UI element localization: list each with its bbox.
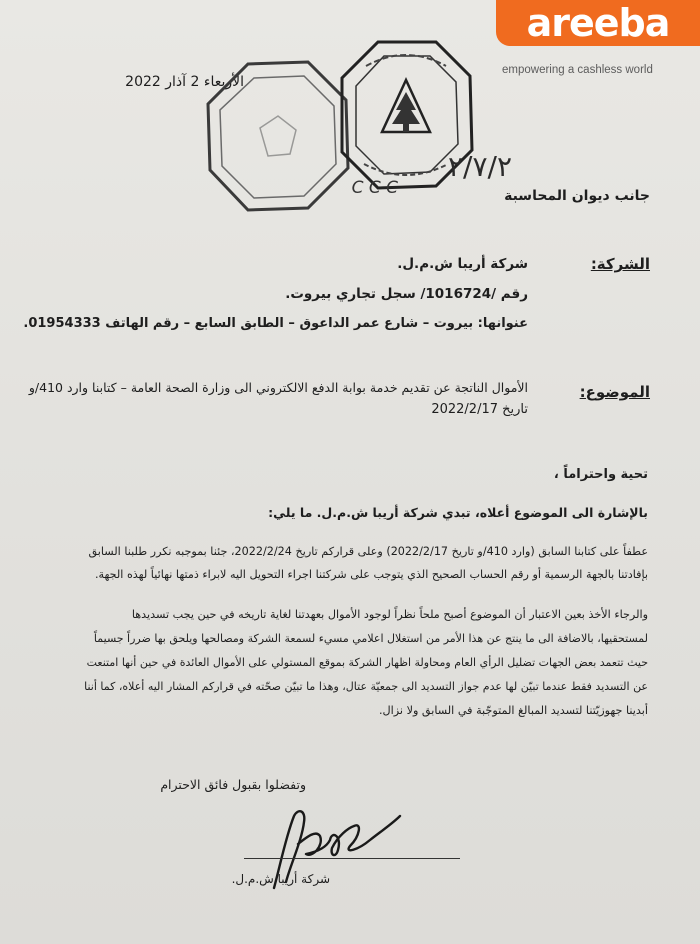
paragraph-1-line-1: عطفاً على كتابنا السابق (وارد 410/و تاريخ 2022/2/17) وعلى قراركم تاريخ 2022/2/24، جئنا بموجبه نكرر طلبنا السابق [88, 545, 648, 558]
paragraph-2-line-5: أبدينا جهوزيّتنا لتسديد المبالغ المتوجّبة في السابق ولا نزال. [378, 704, 648, 717]
handwritten-number: ٢/٧/٢ [448, 150, 512, 183]
closing-line: وتفضلوا بقبول فائق الاحترام [160, 777, 306, 792]
areeba-logo [496, 0, 700, 46]
subject-line-1: الأموال الناتجة عن تقديم خدمة بوابة الدفع الالكتروني الى وزارة الصحة العامة – كتابنا وارد 410/و [28, 380, 528, 395]
paragraph-2-line-2: لمستحقيها، بالاضافة الى ما ينتج عن هذا الأمر من استغلال اعلامي مسيء لسمعة الشركة ومصالحها ويلحق بها ضرراً جسيماً [93, 632, 648, 645]
octagon-stamp-left [204, 58, 352, 214]
greeting: تحية واحتراماً ، [553, 467, 648, 482]
paragraph-2-line-4: عن التسديد فقط عندما تبيّن لها عدم جواز التسديد الى جمعيّة عتال، وهذا ما تبيّن صحّته في قراركم المشار اليه أعلاه، كما أننا [84, 680, 648, 693]
paragraph-1-line-2: بإفادتنا بالجهة الرسمية أو رقم الحساب الصحيح الذي يتوجب على شركتنا اجراء التحويل اليه لابراء ذمتها نهائياً لهذه الجهة. [94, 568, 648, 581]
company-address: عنوانها: بيروت – شارع عمر الداعوق – الطابق السابع – رقم الهاتف 01954333. [23, 316, 528, 331]
paragraph-2-line-1: والرجاء الأخذ بعين الاعتبار أن الموضوع أصبح ملحاً نظراً لوجود الأموال بعهدتنا لغاية تاريخه في حين يجب تسديدها [131, 608, 648, 621]
letter-date: الأربعاء 2 آذار 2022 [125, 74, 244, 90]
intro-line: بالإشارة الى الموضوع أعلاه، تبدي شركة أريبا ش.م.ل. ما يلي: [268, 505, 648, 520]
paragraph-2-line-3: حيث تتعمد بعض الجهات تضليل الرأي العام ومحاولة اظهار الشركة بموقع المستولي على الأموال العائدة في حين أنها امتنعت [86, 656, 648, 669]
subject-line-2: تاريخ 2022/2/17 [431, 402, 528, 417]
handwritten-mark: C C C [351, 178, 398, 198]
signatory-name: شركة أريبا ش.م.ل. [231, 872, 330, 886]
company-name: شركة أريبا ش.م.ل. [397, 256, 528, 272]
signature-line [244, 858, 460, 859]
logo-text: areeba [526, 1, 670, 45]
logo-tagline: empowering a cashless world [502, 64, 653, 76]
company-registry: رقم /1016724/ سجل تجاري بيروت. [285, 286, 528, 302]
subject-label: الموضوع: [579, 383, 650, 401]
company-label: الشركة: [590, 255, 650, 273]
recipient: جانب ديوان المحاسبة [504, 188, 650, 204]
